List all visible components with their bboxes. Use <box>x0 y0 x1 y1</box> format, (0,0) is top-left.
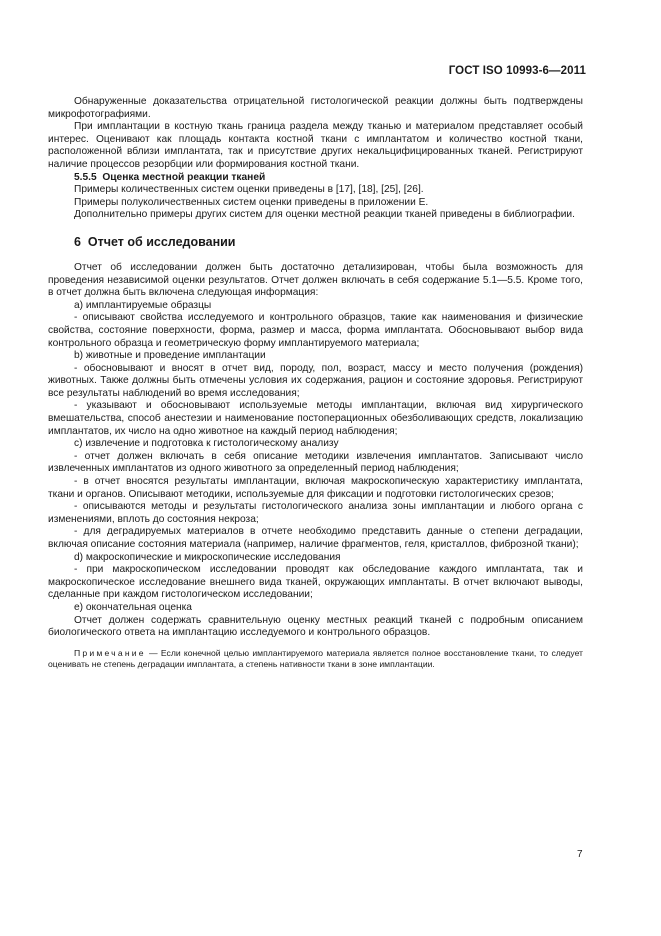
subsection-title: Оценка местной реакции тканей <box>102 171 266 183</box>
list-subitem: - указывают и обосновывают используемые методы имплантации, включая вид хирургического вмешательства, способ анестезии и наименование постоперационных обезболивающих средств, локализацию имплантатов, их число на одно животное на каждый период наблюдения; <box>48 400 583 437</box>
section-heading <box>48 235 583 249</box>
page-content <box>48 96 583 671</box>
list-subitem: - описывают свойства исследуемого и контрольного образцов, такие как наименования и физические свойства, состояние поверхности, форма, размер и масса, форма имплантата. Обосновывают выбор вида контрольного образца и геометрическую форму имплантируемого материала; <box>48 312 583 349</box>
page-number: 7 <box>577 849 583 860</box>
note-label: Примечание <box>74 647 146 658</box>
list-item: е) окончательная оценка <box>74 601 192 613</box>
list-subitem: - обосновывают и вносят в отчет вид, породу, пол, возраст, массу и место получения (рождения) животных. Также должны быть отмечены условия их содержания, рацион и состояние здоровья. Регистрируют все результаты наблюдений во время исследования; <box>48 362 583 399</box>
paragraph: Примеры полуколичественных систем оценки приведены в приложении Е. <box>74 196 429 208</box>
paragraph: Обнаруженные доказательства отрицательной гистологической реакции должны быть подтверждены микрофотографиями. <box>48 96 583 120</box>
section-number: 6 <box>74 234 81 249</box>
list-subitem: - описываются методы и результаты гистологического анализа зоны имплантации и любого органа с изменениями, вплоть до состояния некроза; <box>48 501 583 525</box>
paragraph: При имплантации в костную ткань граница раздела между тканью и материалом представляет особый интерес. Оценивают как площадь контакта костной ткани с имплантатом и количество костной ткани, расположенной вблизи имплантата, так и присутствие других некальцифицированных тканей. Регистрируют наличие процессов резорбции или формирования костной ткани. <box>48 121 583 170</box>
paragraph: Отчет должен содержать сравнительную оценку местных реакций тканей с подробным описанием биологического ответа на имплантацию исследуемого и контрольного образцов. <box>48 614 583 639</box>
list-item: d) макроскопические и микроскопические исследования <box>74 551 341 563</box>
paragraph: Примеры количественных систем оценки приведены в [17], [18], [25], [26]. <box>74 184 424 196</box>
paragraph: Дополнительно примеры других систем для оценки местной реакции тканей приведены в библиографии. <box>74 209 575 221</box>
note <box>48 648 583 671</box>
list-subitem: - отчет должен включать в себя описание методики извлечения имплантатов. Записывают число извлеченных имплантатов из одного животного за определенный период наблюдения; <box>48 450 583 475</box>
list-subitem: - при макроскопическом исследовании проводят как обследование каждого имплантата, так и макроскопическое исследование внешнего вида тканей, окружающих имплантаты. В отчет включают выводы, сделанные при каждом гистологическом исследовании; <box>48 564 583 601</box>
subsection-heading <box>48 172 583 185</box>
list-item: а) имплантируемые образцы <box>74 299 212 311</box>
paragraph: Отчет об исследовании должен быть достаточно детализирован, чтобы была возможность для проведения независимой оценки результатов. Отчет должен включать в себя содержание 5.1—5.5. Кроме того, в отчет должна быть включена следующая информация: <box>48 261 583 299</box>
subsection-number: 5.5.5 <box>74 171 97 183</box>
list-subitem: - в отчет вносятся результаты имплантации, включая макроскопическую характеристику имплантата, ткани и органов. Описывают методики, используемые для фиксации и подготовки гистологических срезов; <box>48 476 583 500</box>
list-item: b) животные и проведение имплантации <box>74 350 266 362</box>
document-header: ГОСТ ISO 10993-6—2011 <box>448 65 586 77</box>
list-item: с) извлечение и подготовка к гистологическому анализу <box>74 438 339 450</box>
section-title: Отчет об исследовании <box>87 234 236 249</box>
list-subitem: - для деградируемых материалов в отчете необходимо представить данные о степени деградации, включая описание состояния материала (например, наличие фрагментов, геля, кристаллов, фиброзной ткани); <box>48 526 583 550</box>
note-text: — Если конечной целью имплантируемого материала является полное восстановление ткани, то следует оценивать не степень деградации имплантата, а степень нативности ткани в зоне имплантации. <box>48 647 583 670</box>
